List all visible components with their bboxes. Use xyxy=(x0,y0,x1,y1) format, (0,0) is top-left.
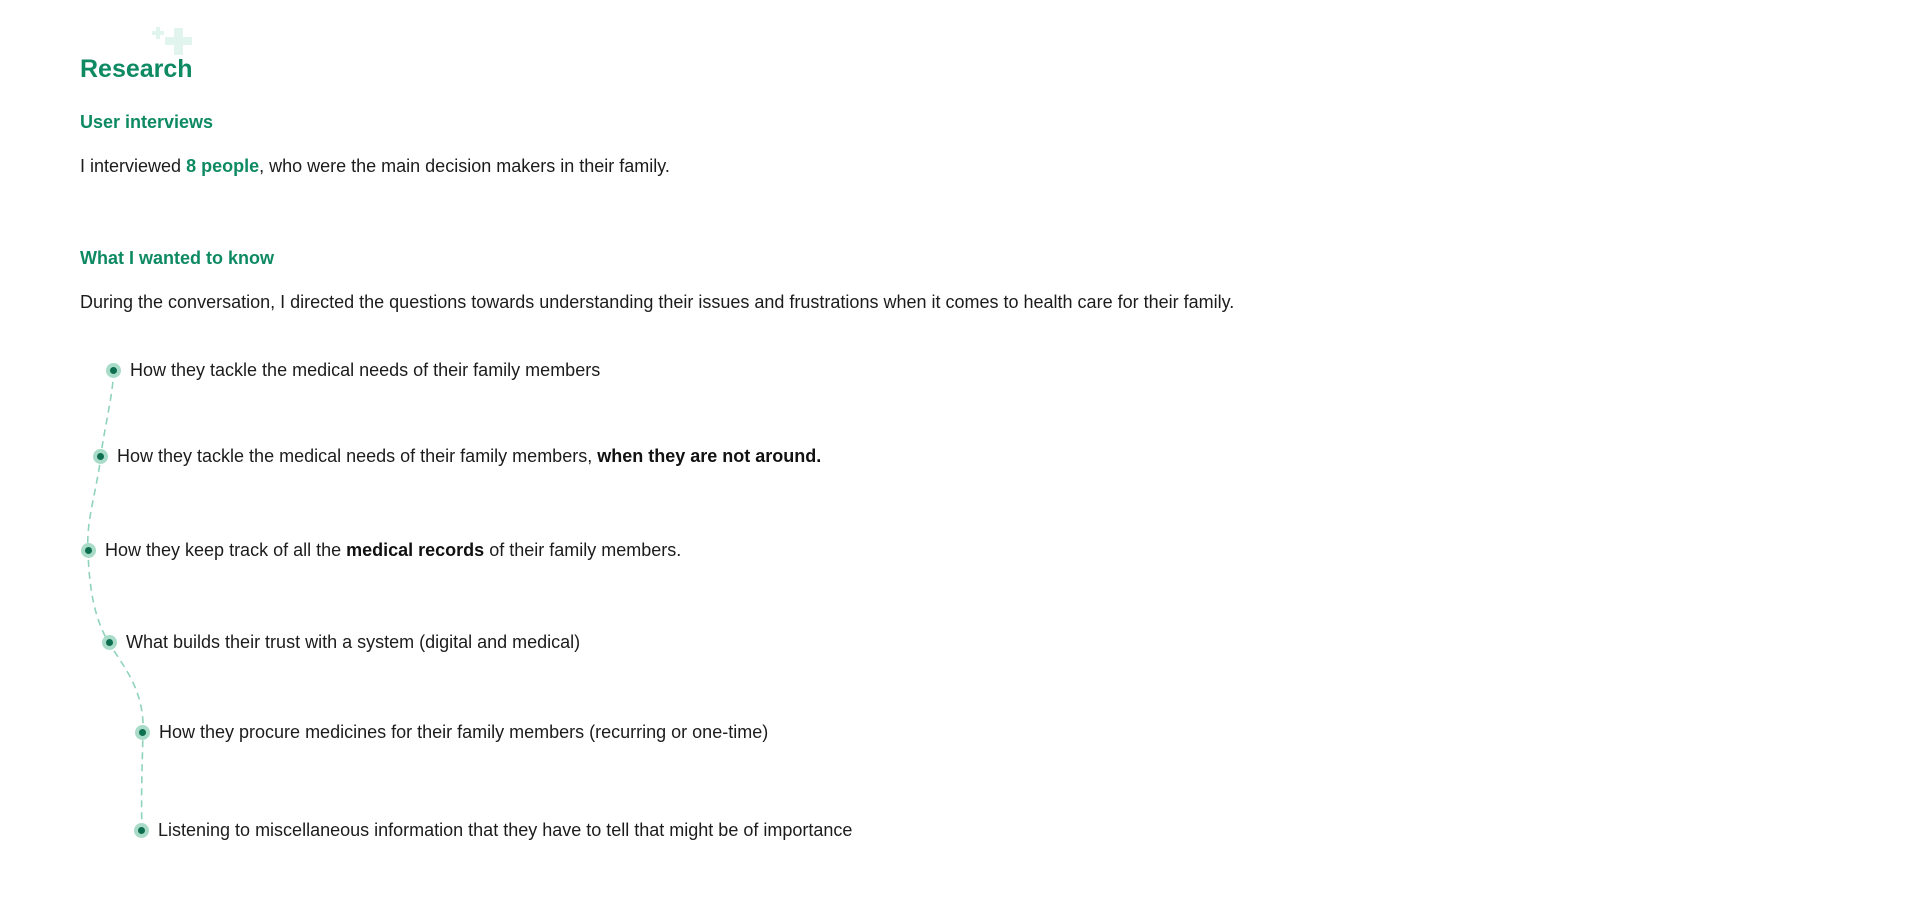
section-title: Research xyxy=(80,55,193,83)
question-text: How they procure medicines for their family members (recurring or one-time) xyxy=(159,722,769,742)
bullet-dot-icon xyxy=(135,725,150,740)
interviews-text-after: , who were the main decision makers in their family. xyxy=(259,156,670,176)
question-text: How they keep track of all the medical records of their family members. xyxy=(105,540,682,560)
bullet-dot-icon xyxy=(81,543,96,558)
bullet-dot-icon xyxy=(102,635,117,650)
user-interviews-heading: User interviews xyxy=(80,112,214,132)
bullet-dot-icon xyxy=(134,823,149,838)
question-text: How they tackle the medical needs of their family members, when they are not around. xyxy=(117,446,822,466)
goals-intro-text: During the conversation, I directed the questions towards understanding their issues and frustrations when it comes to health care for their family. xyxy=(80,292,1235,312)
question-item xyxy=(81,538,681,562)
interviews-text-before: I interviewed xyxy=(80,156,187,176)
question-item xyxy=(135,720,768,744)
question-item xyxy=(106,358,600,382)
question-text: How they tackle the medical needs of their family members xyxy=(130,360,601,380)
question-item xyxy=(134,818,852,842)
question-text: Listening to miscellaneous information that they have to tell that might be of importance xyxy=(158,820,853,840)
interviews-count-highlight: 8 people xyxy=(186,156,260,176)
question-item xyxy=(93,444,821,468)
bullet-dot-icon xyxy=(106,363,121,378)
what-i-wanted-to-know-heading: What I wanted to know xyxy=(80,248,274,268)
bullet-dot-icon xyxy=(93,449,108,464)
question-item xyxy=(102,630,580,654)
question-text: What builds their trust with a system (digital and medical) xyxy=(126,632,581,652)
